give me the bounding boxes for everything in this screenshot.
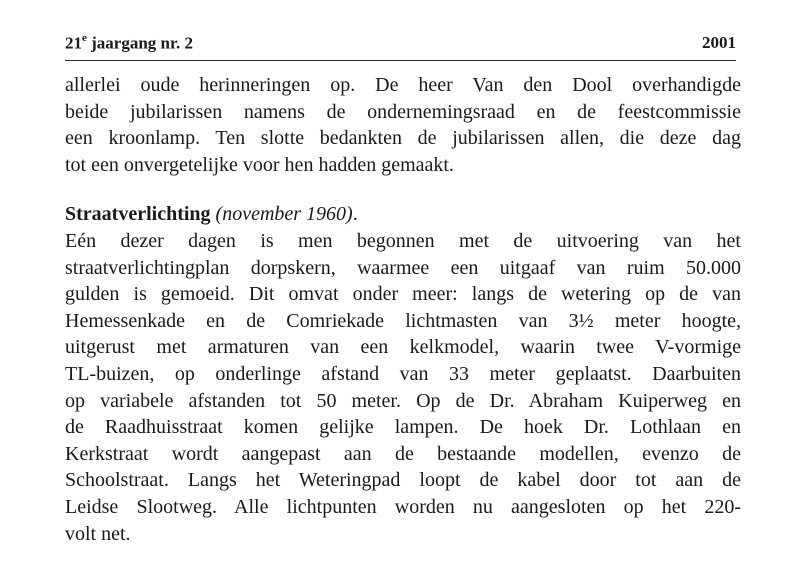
section-line: gulden is gemoeid. Dit omvat onder meer: langs de wetering op de van — [65, 283, 741, 306]
paragraph-line: tot een onvergetelijke voor hen hadden gemaakt. — [65, 153, 454, 176]
header-rule — [65, 60, 736, 61]
section-title: Straatverlichting — [65, 203, 211, 226]
section-line: Leidse Slootweg. Alle lichtpunten worden nu aangesloten op het 220- — [65, 495, 741, 518]
section-line: uitgerust met armaturen van een kelkmodel, waarin twee V-vormige — [65, 336, 741, 359]
section-line: Kerkstraat wordt aangepast aan de bestaande modellen, evenzo de — [65, 442, 741, 465]
paragraph-line: een kroonlamp. Ten slotte bedankten de jubilarissen allen, die deze dag — [65, 127, 741, 150]
volume-rest: jaargang nr. 2 — [86, 33, 193, 53]
paragraph-line: allerlei oude herinneringen op. De heer Van den Dool overhandigde — [65, 74, 741, 96]
section-date-suffix: . — [352, 203, 358, 226]
section-date: (november 1960) — [215, 203, 353, 226]
section-line: volt net. — [65, 522, 131, 545]
section-line: Hemessenkade en de Comriekade lichtmasten van 3½ meter hoogte, — [65, 309, 741, 332]
section-line: straatverlichtingplan dorpskern, waarmee een uitgaaf van ruim 50.000 — [65, 256, 741, 279]
volume-number: 21 — [65, 33, 82, 53]
year-label: 2001 — [702, 33, 736, 52]
running-header — [65, 33, 736, 55]
section-line: de Raadhuisstraat komen gelijke lampen. De hoek Dr. Lothlaan en — [65, 416, 741, 439]
body-text — [65, 72, 741, 547]
section-line: TL-buizen, op onderlinge afstand van 33 meter geplaatst. Daarbuiten — [65, 362, 741, 385]
volume-suffix: e — [82, 32, 87, 44]
section-line: Schoolstraat. Langs het Weteringpad loopt de kabel door tot aan de — [65, 469, 741, 492]
paragraph-spacer — [65, 178, 741, 201]
section-heading — [65, 201, 741, 228]
volume-label — [65, 33, 193, 54]
section-line: op variabele afstanden tot 50 meter. Op de Dr. Abraham Kuiperweg en — [65, 389, 741, 412]
paragraph-line: beide jubilarissen namens de ondernemingsraad en de feestcommissie — [65, 100, 741, 123]
section-line: Eén dezer dagen is men begonnen met de uitvoering van het — [65, 229, 741, 252]
